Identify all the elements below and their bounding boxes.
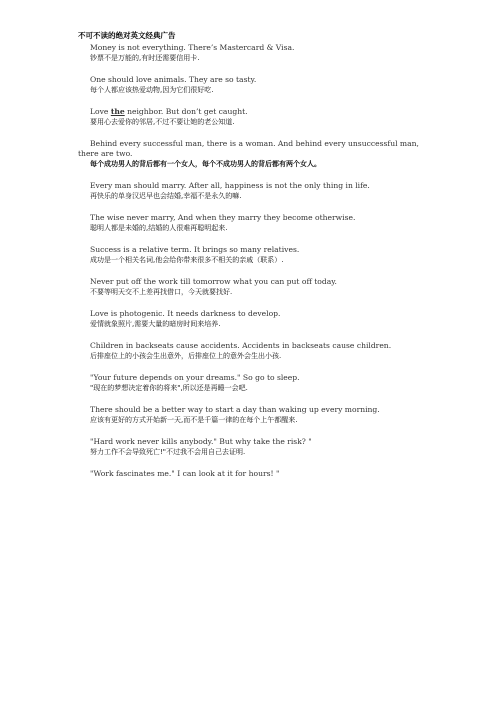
document-title: 不可不读的绝对英文经典广告 <box>78 31 176 40</box>
english-line: Behind every successful man, there is a woman. And behind every unsuccessful man, there are two. <box>78 139 419 158</box>
ad-entry <box>78 469 423 479</box>
english-line-end: neighbor. But don’t get caught. <box>124 107 248 116</box>
english-line: Money is not everything. There’s Mastercard & Visa. <box>90 43 295 52</box>
chinese-line: 爱情就象照片,需要大量的暗房时间来培养. <box>90 320 221 328</box>
english-line-start: Love <box>90 107 111 116</box>
ad-list <box>78 43 423 490</box>
ad-entry <box>78 405 423 426</box>
english-line: The wise never marry, And when they marry they become otherwise. <box>90 213 356 222</box>
english-line: "Hard work never kills anybody." But why take the risk? " <box>90 437 312 446</box>
english-line <box>78 107 423 117</box>
chinese-line: 后排座位上的小孩会生出意外，后排座位上的意外会生出小孩. <box>90 352 282 360</box>
ad-entry <box>78 75 423 96</box>
chinese-line: 要用心去爱你的邻居,不过不要让她的老公知道. <box>90 118 235 126</box>
underlined-word: the <box>110 107 125 116</box>
chinese-line: "现在的梦想决定着你的将来",所以还是再睡一会吧. <box>90 384 248 392</box>
english-line: Children in backseats cause accidents. Accidents in backseats cause children. <box>90 341 392 350</box>
ad-entry <box>78 437 423 458</box>
english-line: There should be a better way to start a day than waking up every morning. <box>90 405 380 414</box>
chinese-line: 成功是一个相关名词,他会给你带来很多不相关的亲戚（联系）. <box>90 256 284 264</box>
ad-entry <box>78 277 423 298</box>
chinese-line: 聪明人都是未婚的,结婚的人很难再聪明起来. <box>90 224 228 232</box>
chinese-line: 努力工作不会导致死亡!"不过我不会用自己去证明. <box>90 448 246 456</box>
ad-entry <box>78 139 423 170</box>
english-line: "Work fascinates me." I can look at it for hours! " <box>90 469 280 478</box>
chinese-line: 每个人都应该热爱动物,因为它们很好吃. <box>90 86 214 94</box>
chinese-line: 每个成功男人的背后都有一个女人，每个不成功男人的背后都有两个女人。 <box>90 160 321 168</box>
english-line: Never put off the work till tomorrow what you can put off today. <box>90 277 337 286</box>
ad-entry <box>78 181 423 202</box>
ad-entry <box>78 107 423 128</box>
ad-entry <box>78 341 423 362</box>
english-line: Every man should marry. After all, happiness is not the only thing in life. <box>90 181 370 190</box>
chinese-line: 应该有更好的方式开始新一天,而不是千篇一律的在每个上午都醒来. <box>90 416 298 424</box>
english-line: One should love animals. They are so tasty. <box>90 75 257 84</box>
chinese-line: 不要等明天交不上差再找借口，今天就要找好. <box>90 288 233 296</box>
ad-entry <box>78 309 423 330</box>
chinese-line: 钞票不是万能的,有时还需要信用卡. <box>90 54 200 62</box>
english-line: Love is photogenic. It needs darkness to develop. <box>90 309 281 318</box>
ad-entry <box>78 373 423 394</box>
ad-entry <box>78 245 423 266</box>
chinese-line: 再快乐的单身汉迟早也会结婚,幸福不是永久的嘛. <box>90 192 242 200</box>
english-line: Success is a relative term. It brings so many relatives. <box>90 245 300 254</box>
ad-entry <box>78 43 423 64</box>
english-line: "Your future depends on your dreams." So go to sleep. <box>90 373 300 382</box>
ad-entry <box>78 213 423 234</box>
